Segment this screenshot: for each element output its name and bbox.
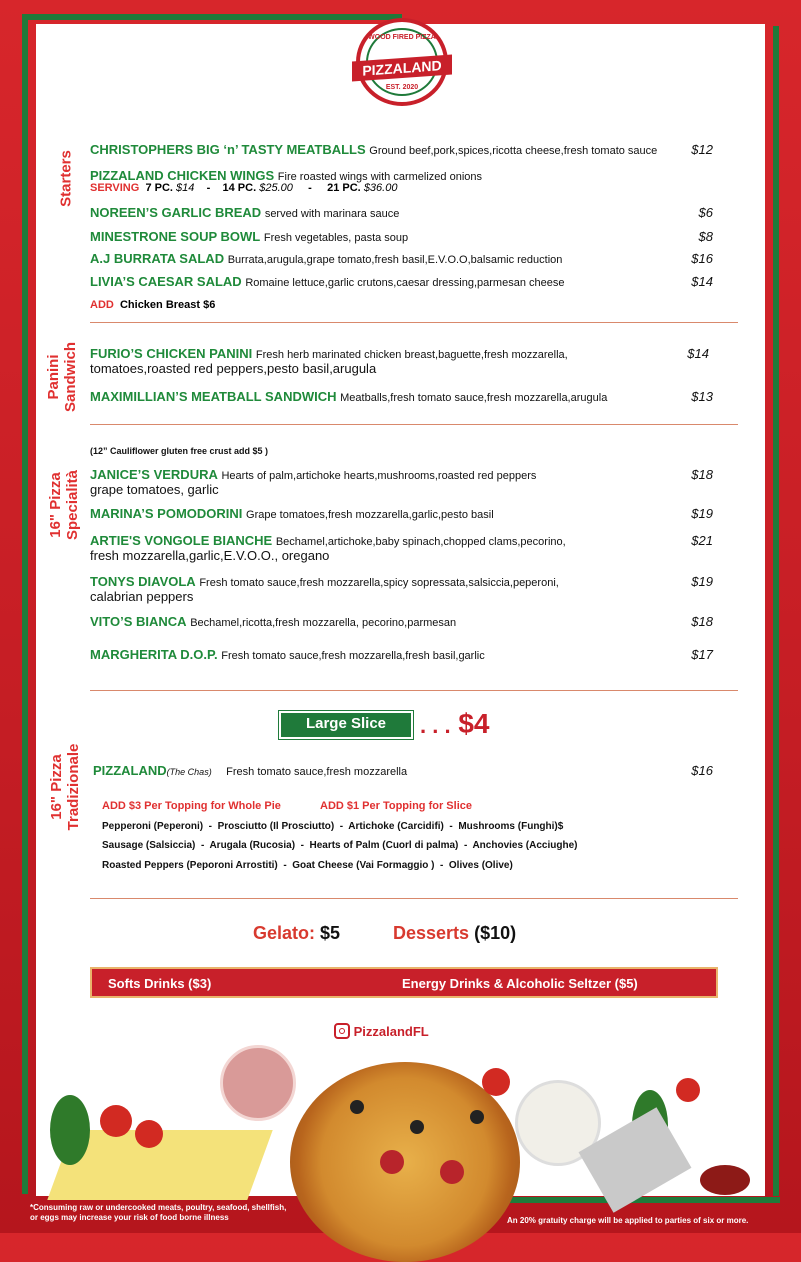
item-desc: Fresh vegetables, pasta soup [263, 232, 409, 244]
wings-serving [90, 182, 397, 194]
toppings-line: Pepperoni (Peperoni) - Prosciutto (Il Prosciutto) - Artichoke (Carcidifi) - Mushrooms (Funghi)$ [102, 821, 564, 832]
section-panini [45, 337, 79, 417]
list-item [90, 467, 536, 482]
gelato [253, 923, 340, 944]
item-price: $16 [691, 251, 713, 266]
item-name: TONYS DIAVOLA [90, 574, 196, 589]
item-desc: Fresh tomato sauce,fresh mozzarella,fresh basil,garlic [221, 650, 485, 662]
logo-name: PIZZALAND [352, 55, 452, 82]
desserts [393, 923, 516, 944]
list-item [90, 251, 562, 266]
energy-drinks: Energy Drinks & Alcoholic Seltzer ($5) [402, 976, 638, 991]
item-price: $18 [691, 467, 713, 482]
item-name: MARINA’S POMODORINI [90, 506, 243, 521]
serving-price: $25.00 [259, 182, 293, 194]
item-name: FURIO’S CHICKEN PANINI [90, 346, 253, 361]
item-desc-2: calabrian peppers [90, 589, 194, 604]
desserts-price: ($10) [474, 923, 517, 943]
serving-pc: 14 PC. [222, 182, 257, 194]
toppings-line: Sausage (Salsiccia) - Arugala (Rucosia) - Hearts of Palm (Cuorl di palma) - Anchovies (Acciughe) [102, 840, 578, 851]
menu-paper [36, 24, 765, 1196]
logo-est: EST. 2020 [385, 84, 419, 91]
item-price: $12 [691, 142, 713, 157]
item-desc: Bechamel,artichoke,baby spinach,chopped clams,pecorino, [275, 536, 566, 548]
list-item [90, 574, 559, 589]
item-name: PIZZALAND [93, 763, 167, 778]
add-topping-whole: ADD $3 Per Topping for Whole Pie [102, 800, 281, 812]
add-topping-slice: ADD $1 Per Topping for Slice [320, 800, 472, 812]
item-desc: Hearts of palm,artichoke hearts,mushrooms,roasted red peppers [221, 470, 537, 482]
item-sub: (The Chas) [166, 767, 212, 777]
tomato-image [482, 1068, 510, 1096]
list-item [90, 205, 399, 220]
speciality-note: (12” Cauliflower gluten free crust add $5 ) [90, 446, 269, 456]
divider [90, 690, 738, 691]
divider [90, 898, 738, 899]
list-item [90, 168, 482, 183]
item-desc: Grape tomatoes,fresh mozzarella,garlic,pesto basil [246, 509, 494, 521]
section-tradizionale-line2: Tradizionale [65, 743, 82, 831]
olive-image [470, 1110, 484, 1124]
sauce-bowl-image [700, 1165, 750, 1195]
tomato-image [135, 1120, 163, 1148]
item-price: $21 [691, 533, 713, 548]
logo-top-text: WOOD FIRED PIZZA [368, 34, 436, 41]
item-price: $6 [698, 205, 713, 220]
section-speciality [47, 453, 81, 557]
list-item [90, 506, 494, 521]
serving-pc: 7 PC. [145, 182, 173, 194]
item-name: A.J BURRATA SALAD [90, 251, 225, 266]
section-speciality-line1: 16" Pizza [47, 472, 64, 538]
footer-line: or eggs may increase your risk of food borne illness [30, 1213, 229, 1222]
section-tradizionale [48, 732, 82, 842]
tomato-image [676, 1078, 700, 1102]
item-name: MARGHERITA D.O.P. [90, 647, 218, 662]
serving-price: $14 [176, 182, 195, 194]
section-tradizionale-line1: 16" Pizza [48, 754, 65, 820]
item-desc: Fresh tomato sauce,fresh mozzarella [226, 766, 408, 778]
section-starters: Starters [57, 150, 75, 207]
list-item [90, 533, 566, 548]
item-desc-2: fresh mozzarella,garlic,E.V.O.O., oregano [90, 548, 330, 563]
item-price: $18 [691, 614, 713, 629]
item-desc-2: grape tomatoes, garlic [90, 482, 219, 497]
add-text: Chicken Breast $6 [119, 299, 216, 311]
tomato-image [100, 1105, 132, 1137]
item-name: MAXIMILLIAN’S MEATBALL SANDWICH [90, 389, 337, 404]
green-pepper-image [50, 1095, 90, 1165]
item-price: $19 [691, 574, 713, 589]
item-name: CHRISTOPHERS BIG ‘n’ TASTY MEATBALLS [90, 142, 366, 157]
item-name: NOREEN’S GARLIC BREAD [90, 205, 262, 220]
item-desc: Fresh tomato sauce,fresh mozzarella,spicy sopressata,salsiccia,peperoni, [199, 577, 559, 589]
serving-label: SERVING [90, 182, 140, 194]
serving-sep: - [308, 182, 312, 194]
add-label: ADD [90, 299, 114, 311]
list-item [90, 346, 568, 361]
item-name: VITO’S BIANCA [90, 614, 187, 629]
item-desc: Burrata,arugula,grape tomato,fresh basil,E.V.O.O,balsamic reduction [227, 254, 563, 266]
footer-gratuity: An 20% gratuity charge will be applied to parties of six or more. [507, 1216, 749, 1225]
footer-disclaimer [30, 1203, 286, 1223]
section-panini-line2: Sandwich [62, 342, 79, 413]
list-item [90, 142, 657, 157]
desserts-label: Desserts [393, 923, 470, 943]
divider [90, 322, 738, 323]
list-item [90, 614, 456, 629]
pepperoni-image [440, 1160, 464, 1184]
item-name: MINESTRONE SOUP BOWL [90, 229, 261, 244]
gelato-price: $5 [320, 923, 341, 943]
salami-image [220, 1045, 296, 1121]
section-panini-line1: Panini [45, 354, 62, 400]
item-name: JANICE’S VERDURA [90, 467, 218, 482]
add-chicken [90, 299, 215, 311]
item-price: $14 [687, 346, 709, 361]
item-desc: served with marinara sauce [264, 208, 400, 220]
item-desc: Romaine lettuce,garlic crutons,caesar dressing,parmesan cheese [245, 277, 565, 289]
frame-right [773, 26, 779, 1196]
list-item [90, 229, 408, 244]
list-item [90, 274, 564, 289]
serving-sep: - [206, 182, 211, 194]
instagram-icon [334, 1023, 350, 1039]
toppings-line: Roasted Peppers (Peporoni Arrostiti) - Goat Cheese (Vai Formaggio ) - Olives (Olive) [102, 860, 513, 871]
item-price: $19 [691, 506, 713, 521]
item-price: $13 [691, 389, 713, 404]
item-price: $16 [691, 763, 713, 778]
instagram-handle: PizzalandFL [353, 1024, 429, 1039]
item-name: PIZZALAND CHICKEN WINGS [90, 168, 275, 183]
gelato-label: Gelato: [253, 923, 316, 943]
item-desc: Meatballs,fresh tomato sauce,fresh mozzarella,arugula [340, 392, 608, 404]
divider [90, 424, 738, 425]
footer-line: *Consuming raw or undercooked meats, poultry, seafood, shellfish, [30, 1203, 287, 1212]
pepperoni-image [380, 1150, 404, 1174]
frame-top [22, 14, 402, 20]
item-price: $14 [691, 274, 713, 289]
drinks-bar [90, 967, 718, 998]
list-item [90, 389, 607, 404]
item-name: ARTIE'S VONGOLE BIANCHE [90, 533, 273, 548]
list-item [93, 763, 407, 778]
serving-pc: 21 PC. [327, 182, 361, 194]
frame-left [22, 14, 28, 1194]
olive-image [350, 1100, 364, 1114]
item-desc: Ground beef,pork,spices,ricotta cheese,fresh tomato sauce [369, 145, 658, 157]
item-name: LIVIA’S CAESAR SALAD [90, 274, 242, 289]
item-price: $8 [698, 229, 713, 244]
item-desc-2: tomatoes,roasted red peppers,pesto basil,arugula [90, 361, 377, 376]
large-slice-price [420, 708, 490, 740]
large-slice-badge: Large Slice [279, 711, 413, 739]
item-price: $17 [691, 647, 713, 662]
item-desc: Fresh herb marinated chicken breast,baguette,fresh mozzarella, [255, 349, 568, 361]
list-item [90, 647, 485, 662]
large-slice-amount: $4 [458, 708, 490, 739]
serving-price: $36.00 [363, 182, 398, 194]
olive-image [410, 1120, 424, 1134]
pizzaland-logo [356, 18, 448, 106]
soft-drinks: Softs Drinks ($3) [108, 976, 212, 991]
section-speciality-line2: Specialità [64, 469, 81, 541]
large-slice-dots: . . . [420, 713, 451, 738]
instagram [334, 1023, 429, 1039]
item-desc: Bechamel,ricotta,fresh mozzarella, pecorino,parmesan [190, 617, 457, 629]
item-desc: Fire roasted wings with carmelized onions [277, 171, 482, 183]
